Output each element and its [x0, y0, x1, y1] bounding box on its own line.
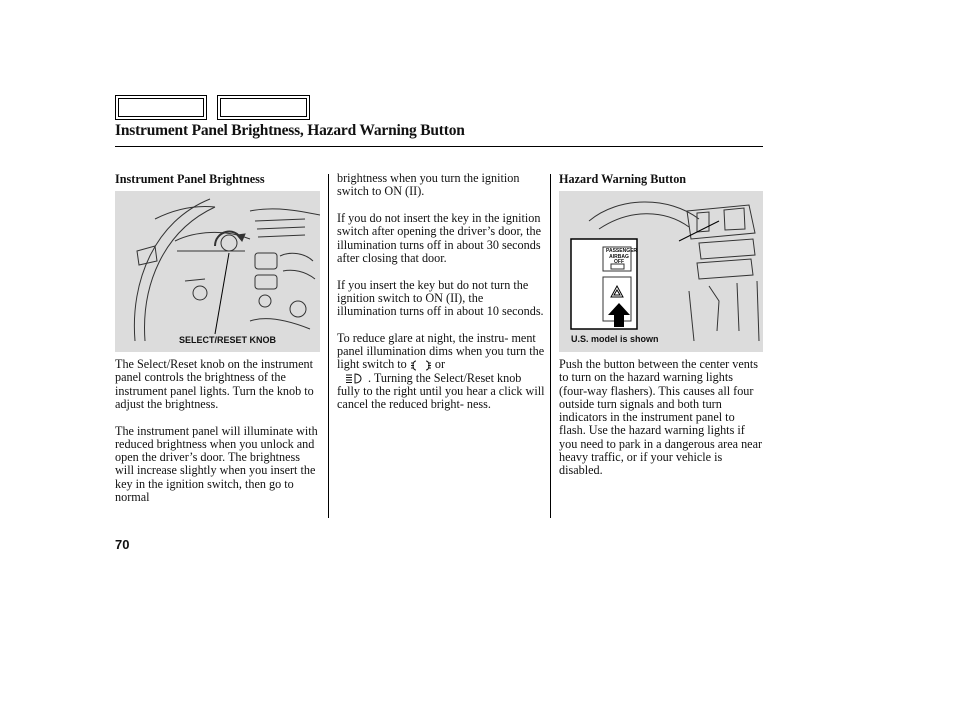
paragraph: The Select/Reset knob on the instrument panel controls the brightness of the instrument panel lights. Turn the knob to adjust the brightness.	[115, 357, 314, 411]
title-rule	[115, 146, 763, 147]
column-divider-1	[328, 174, 329, 518]
glare-text-after: . Turning the Select/Reset knob fully to the right until you hear a click will cancel the reduced bright- ness.	[337, 370, 545, 412]
airbag-label-line: PASSENGER	[606, 248, 638, 254]
right-column-body	[559, 358, 764, 491]
figure-caption: SELECT/RESET KNOB	[179, 335, 277, 345]
select-reset-knob-illustration	[115, 191, 320, 352]
hazard-warning-button-heading: Hazard Warning Button	[559, 172, 687, 186]
parking-lights-icon	[410, 360, 432, 371]
page-number: 70	[115, 537, 130, 552]
paragraph: If you insert the key but do not turn the ignition switch to ON (II), the illumination turns off in about 10 seconds.	[337, 277, 544, 319]
dashboard-drawing	[115, 191, 320, 352]
section-tab-1	[115, 95, 207, 120]
glare-text-or: or	[434, 357, 445, 372]
headlights-icon	[343, 373, 365, 384]
page-title: Instrument Panel Brightness, Hazard Warning Button	[115, 122, 465, 139]
left-column-body	[115, 358, 320, 518]
figure-caption: U.S. model is shown	[571, 334, 659, 344]
paragraph: The instrument panel will illuminate with reduced brightness when you unlock and open the driver’s door. The brightness will increase slightly when you insert the key in the ignition switch, then go to normal	[115, 423, 318, 505]
instrument-panel-brightness-heading: Instrument Panel Brightness	[115, 172, 265, 186]
middle-column-body	[337, 172, 545, 425]
passenger-airbag-label	[606, 248, 638, 266]
airbag-label-line: AIRBAG	[609, 253, 629, 260]
glare-text-before: To reduce glare at night, the instru- ment panel illumination dims when you turn the light switch to	[337, 330, 545, 372]
glare-paragraph	[337, 332, 545, 412]
airbag-label-line: OFF	[614, 259, 624, 265]
section-tab-2	[217, 95, 310, 120]
hazard-button-illustration	[559, 191, 763, 352]
column-divider-2	[550, 174, 551, 518]
paragraph: If you do not insert the key in the ignition switch after opening the driver’s door, the illumination turns off in about 30 seconds after closing that door.	[337, 210, 542, 265]
paragraph: brightness when you turn the ignition switch to ON (II).	[337, 171, 520, 199]
dashboard-drawing	[559, 191, 763, 352]
paragraph: Push the button between the center vents to turn on the hazard warning lights (four-way flashers). This causes all four outside turn signals and both turn indicators in the instrument panel to flash. Use the hazard warning lights if you need to park in a dangerous area near heavy traffic, or if your vehicle is disabled.	[559, 357, 763, 478]
